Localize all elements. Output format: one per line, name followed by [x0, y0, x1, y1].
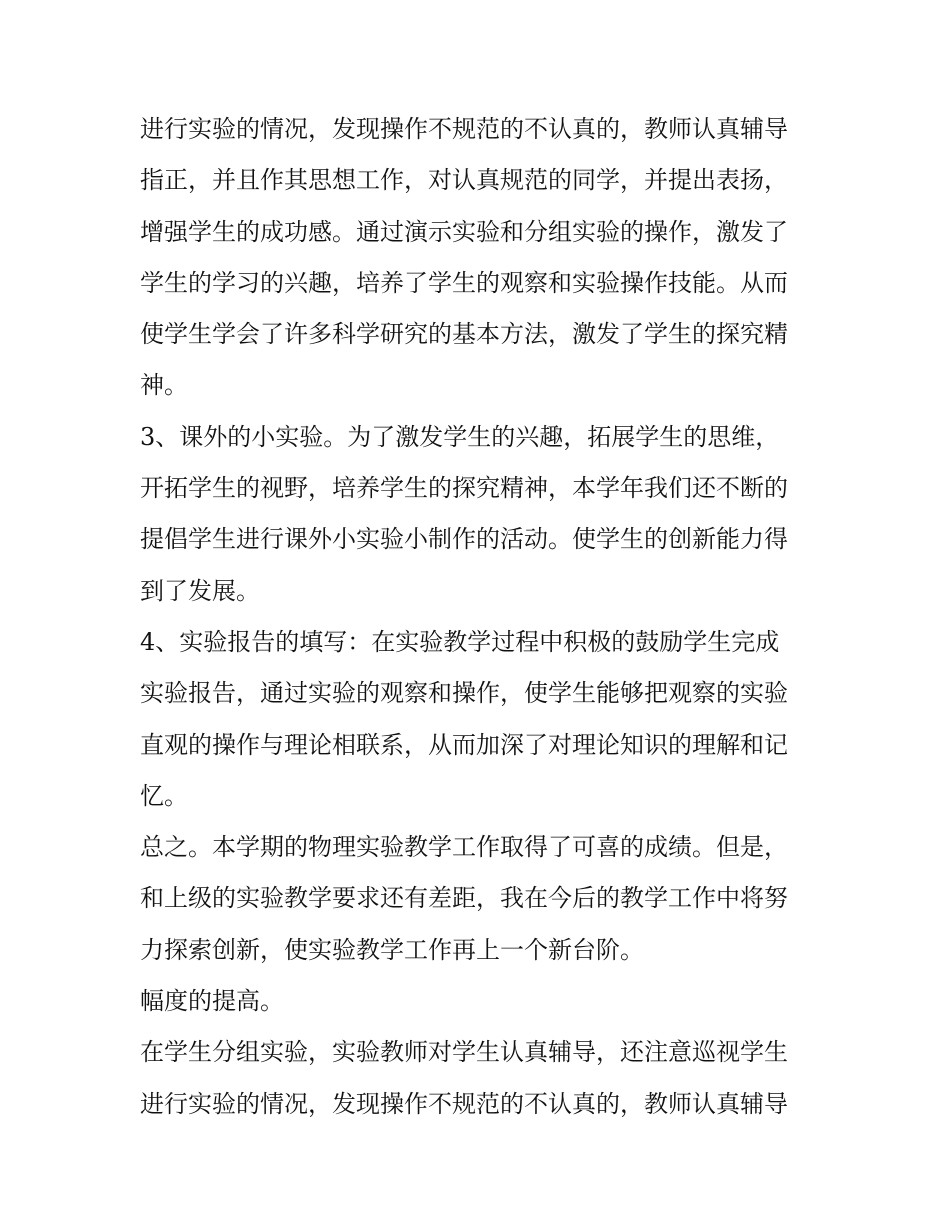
text-line: 在学生分组实验，实验教师对学生认真辅导，还注意巡视学生 [140, 1038, 788, 1067]
text-line: 开拓学生的视野，培养学生的探究精神，本学年我们还不断的 [140, 474, 788, 503]
text-line: 指正，并且作其思想工作，对认真规范的同学，并提出表扬， [140, 166, 788, 195]
text-line: 到了发展。 [140, 576, 260, 605]
text-line: 总之。本学期的物理实验教学工作取得了可喜的成绩。但是， [140, 833, 788, 862]
text-line: 直观的操作与理论相联系，从而加深了对理论知识的理解和记 [140, 730, 788, 759]
text-line: 进行实验的情况，发现操作不规范的不认真的，教师认真辅导 [140, 1089, 788, 1118]
text-line: 忆。 [140, 781, 188, 810]
text-line: 进行实验的情况，发现操作不规范的不认真的，教师认真辅导 [140, 115, 788, 143]
text-line: 实验报告，通过实验的观察和操作，使学生能够把观察的实验 [140, 679, 788, 708]
text-line: 学生的学习的兴趣，培养了学生的观察和实验操作技能。从而 [140, 268, 788, 297]
text-line: 3、课外的小实验。为了激发学生的兴趣，拓展学生的思维， [140, 422, 780, 451]
document-body [140, 104, 820, 1130]
text-line: 4、实验报告的填写：在实验教学过程中积极的鼓励学生完成 [140, 627, 780, 656]
text-line: 神。 [140, 371, 188, 400]
text-line: 和上级的实验教学要求还有差距，我在今后的教学工作中将努 [140, 884, 788, 913]
text-line: 增强学生的成功感。通过演示实验和分组实验的操作，激发了 [140, 217, 788, 246]
text-line: 提倡学生进行课外小实验小制作的活动。使学生的创新能力得 [140, 525, 788, 554]
text-line: 使学生学会了许多科学研究的基本方法，激发了学生的探究精 [140, 320, 788, 349]
text-line: 力探索创新，使实验教学工作再上一个新台阶。 [140, 935, 644, 964]
text-line: 幅度的提高。 [140, 987, 284, 1016]
